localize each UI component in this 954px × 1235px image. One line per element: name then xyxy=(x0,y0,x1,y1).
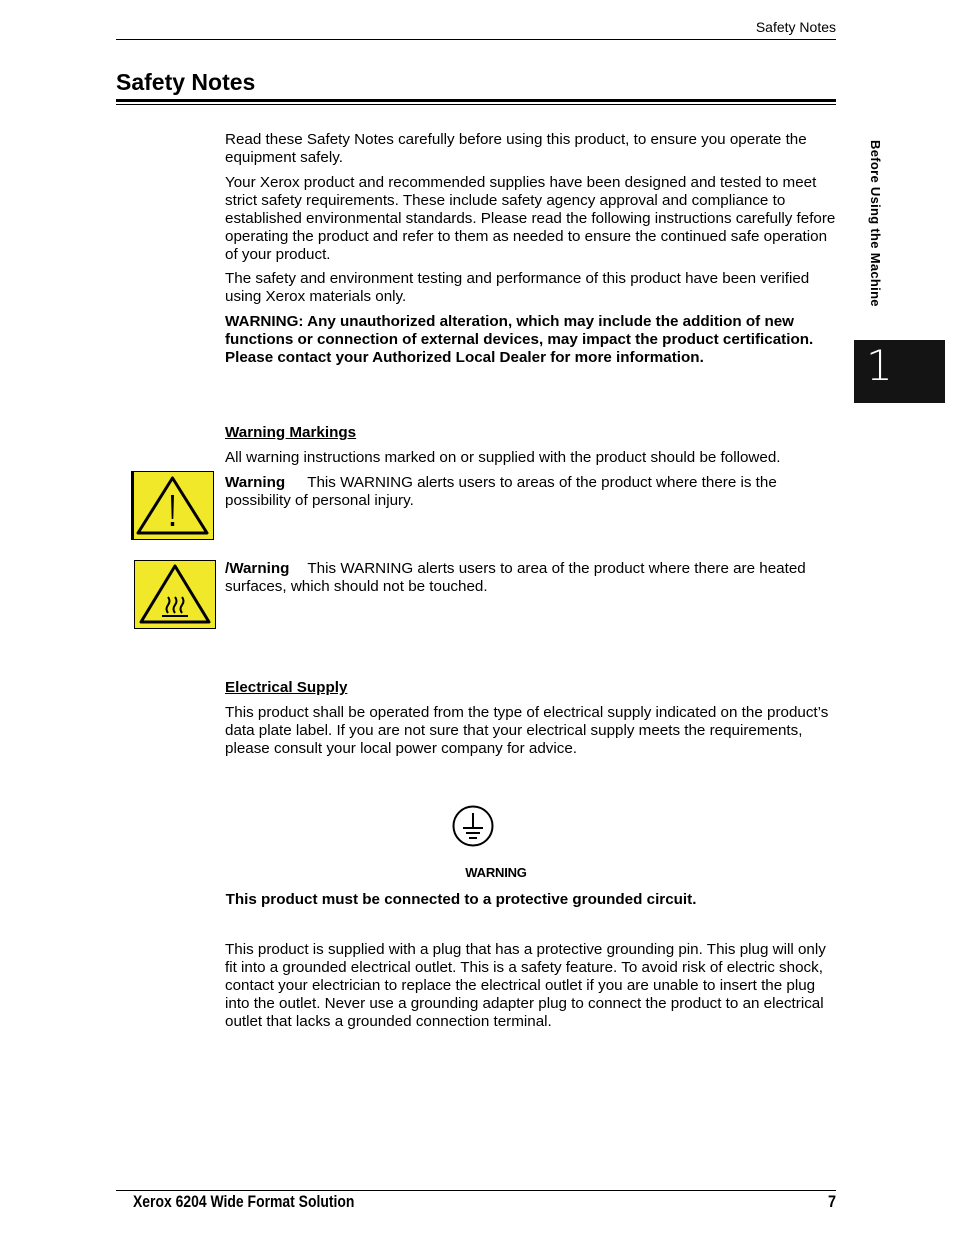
heat-warning-text: This WARNING alerts users to area of the product where there are heated surfaces, which should not be touched. xyxy=(225,560,806,595)
chapter-side-label: Before Using the Machine xyxy=(868,140,883,307)
general-warning-text: This WARNING alerts users to areas of the product where there is the possibility of personal injury. xyxy=(225,474,777,509)
title-rule-thick xyxy=(116,99,836,102)
heat-warning-label: /Warning xyxy=(225,560,290,577)
intro-paragraph-2: Your Xerox product and recommended supplies have been designed and tested to meet strict safety requirements. These include safety agency approval and compliance to established environmental standards. Please read the following instructions carefully fefore operating the product and refer to them as needed to ensure the continued safe operation of your product. xyxy=(225,174,836,263)
intro-warning: WARNING: Any unauthorized alteration, which may include the addition of new functions or connection of external devices, may impact the product certification. Please contact your Authorized Local Dealer for more information. xyxy=(225,313,814,366)
title-rule-thin xyxy=(116,104,836,105)
header-rule xyxy=(116,39,836,40)
ground-warning-text: This product must be connected to a protective grounded circuit. xyxy=(225,891,697,908)
hot-surface-warning-icon xyxy=(134,560,216,629)
footer-product-title: Xerox 6204 Wide Format Solution xyxy=(133,1192,355,1211)
footer-page-number: 7 xyxy=(827,1192,836,1211)
general-warning-label: Warning xyxy=(225,474,286,491)
intro-paragraph-3: The safety and environment testing and performance of this product have been verified using Xerox materials only. xyxy=(225,270,810,305)
electrical-supply-paragraph-1: This product shall be operated from the type of electrical supply indicated on the product’s data plate label. If you are not sure that your electrical supply meets the requirements, please consult your local power company for advice. xyxy=(225,704,829,757)
ground-warning-label: WARNING xyxy=(465,865,527,880)
protective-ground-icon xyxy=(451,804,495,848)
intro-paragraph-1: Read these Safety Notes carefully before using this product, to ensure you operate the equipment safely. xyxy=(225,131,807,166)
warning-markings-intro: All warning instructions marked on or supplied with the product should be followed. xyxy=(225,449,781,466)
heat-warning-note xyxy=(225,560,837,596)
page-title: Safety Notes xyxy=(116,69,256,95)
chapter-number: 1 xyxy=(866,341,893,390)
running-head: Safety Notes xyxy=(755,19,836,35)
footer-rule xyxy=(116,1190,836,1191)
warning-markings-heading: Warning Markings xyxy=(225,424,357,441)
general-warning-note xyxy=(225,474,837,510)
electrical-supply-heading: Electrical Supply xyxy=(225,679,348,696)
exclamation-warning-icon xyxy=(131,471,214,540)
electrical-supply-paragraph-2: This product is supplied with a plug that has a protective grounding pin. This plug will only fit into a grounded electrical outlet. This is a safety feature. To avoid risk of electric shock, contact your electrician to replace the electrical outlet if you are unable to insert the plug into the outlet. Never use a grounding adapter plug to connect the product to an electrical outlet that lacks a grounded connection terminal. xyxy=(225,941,826,1030)
